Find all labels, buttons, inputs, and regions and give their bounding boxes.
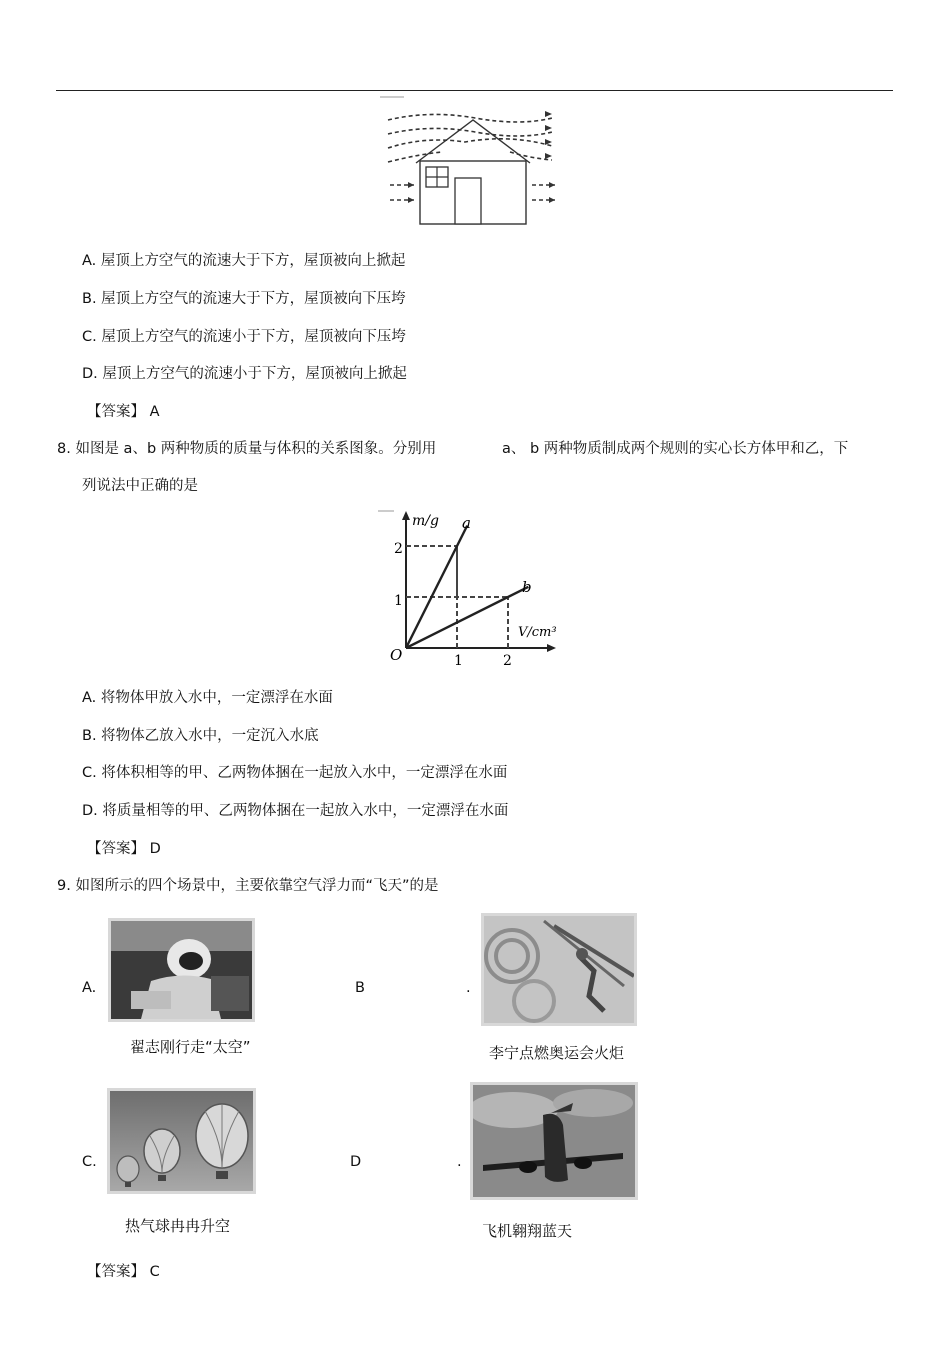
header-rule	[56, 90, 893, 91]
q8-stem-part1: 8. 如图是 a、b 两种物质的质量与体积的关系图象。分别用	[57, 441, 437, 457]
q7-option-b: B. 屋顶上方空气的流速大于下方，屋顶被向下压垮	[82, 291, 406, 307]
caption-c: 热气球冉冉升空	[125, 1217, 231, 1235]
q7-answer: 【答案】 A	[87, 404, 160, 420]
series-a-label: a	[462, 514, 471, 532]
q9-label-d: D	[350, 1154, 362, 1170]
y-tick-2: 2	[394, 541, 403, 557]
q8-stem-part2: a、 b 两种物质制成两个规则的实心长方体甲和乙，下	[502, 441, 849, 457]
q8-option-a: A. 将物体甲放入水中，一定漂浮在水面	[82, 690, 333, 706]
q9-answer: 【答案】 C	[87, 1264, 160, 1280]
astronaut-photo	[108, 918, 255, 1022]
x-tick-2: 2	[503, 653, 512, 669]
series-b-label: b	[522, 578, 532, 596]
caption-b: 李宁点燃奥运会火炬	[489, 1044, 625, 1062]
series-line-b	[406, 587, 528, 648]
q8-option-d: D. 将质量相等的甲、乙两物体捆在一起放入水中，一定漂浮在水面	[82, 803, 509, 819]
q9-label-c: C.	[82, 1154, 97, 1170]
caption-a: 翟志刚行走“太空”	[130, 1038, 251, 1056]
q8-stem-line2: 列说法中正确的是	[82, 478, 198, 494]
x-axis-arrow	[547, 644, 556, 652]
y-axis-arrow	[402, 511, 410, 520]
q9-label-b: B	[355, 980, 365, 996]
y-axis-label: m/g	[412, 513, 439, 529]
airplane-photo	[470, 1082, 638, 1200]
q9-label-d-dot: .	[457, 1154, 462, 1170]
torch-photo	[481, 913, 637, 1026]
q8-option-b: B. 将物体乙放入水中，一定沉入水底	[82, 728, 319, 744]
hot-air-balloon-photo	[107, 1088, 256, 1194]
q8-option-c: C. 将体积相等的甲、乙两物体捆在一起放入水中，一定漂浮在水面	[82, 765, 508, 781]
q9-stem: 9. 如图所示的四个场景中，主要依靠空气浮力而“飞天”的是	[57, 878, 439, 894]
mass-volume-graph	[370, 508, 565, 670]
origin-label: O	[390, 646, 403, 664]
q9-label-b-dot: .	[466, 980, 471, 996]
q8-answer: 【答案】 D	[87, 841, 161, 857]
series-line-a	[406, 526, 467, 648]
q7-option-d: D. 屋顶上方空气的流速小于下方，屋顶被向上掀起	[82, 366, 407, 382]
q7-option-c: C. 屋顶上方空气的流速小于下方，屋顶被向下压垮	[82, 329, 406, 345]
y-tick-1: 1	[394, 593, 403, 609]
x-axis-label: V/cm³	[518, 625, 557, 640]
caption-d: 飞机翱翔蓝天	[482, 1222, 573, 1240]
x-tick-1: 1	[454, 653, 463, 669]
house-airflow-figure	[380, 92, 565, 232]
q7-option-a: A. 屋顶上方空气的流速大于下方，屋顶被向上掀起	[82, 253, 406, 269]
q9-label-a: A.	[82, 980, 97, 996]
